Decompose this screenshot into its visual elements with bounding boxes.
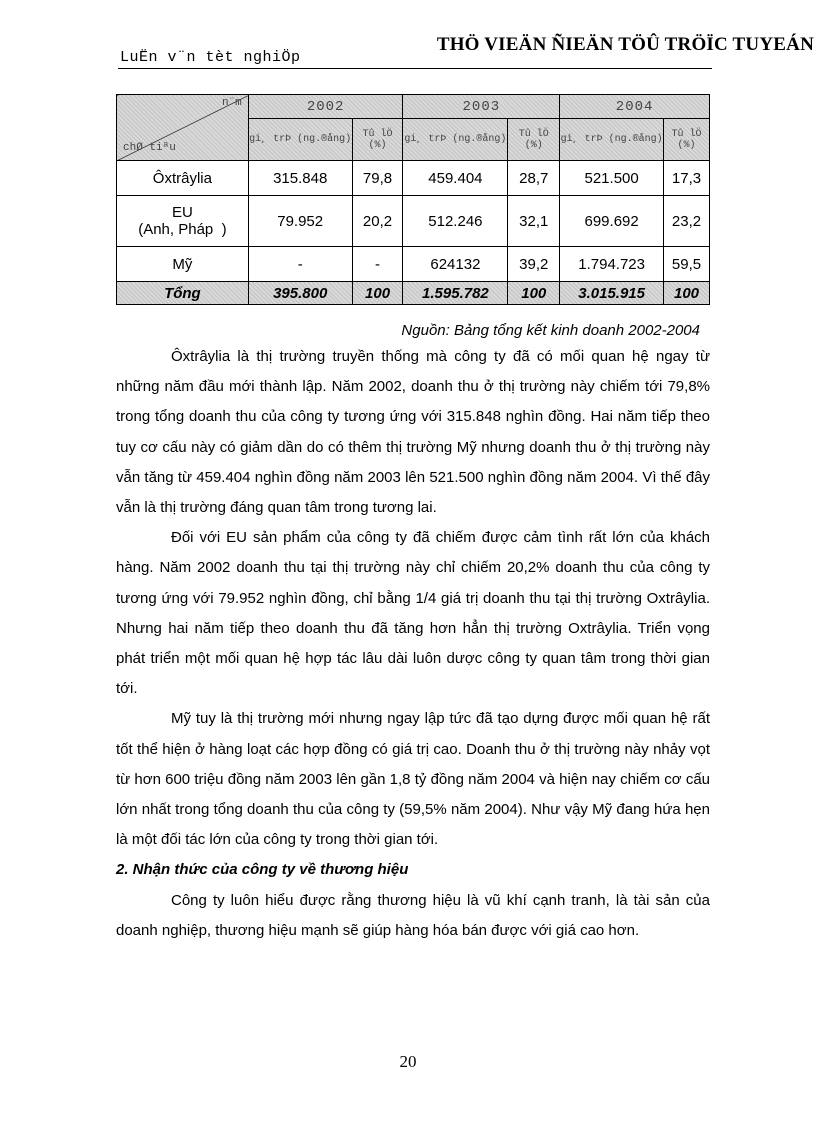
market-name-line2: (Anh, Pháp ) — [138, 221, 227, 238]
subheader-ratio: Tû lÖ (%) — [352, 119, 403, 161]
subheader-value: gi¸ trÞ (ng.®ång) — [248, 119, 352, 161]
total-ratio: 100 — [664, 282, 710, 305]
table-source-note: Nguồn: Bảng tổng kết kinh doanh 2002-2004 — [401, 322, 700, 339]
ratio-cell: 79,8 — [352, 161, 403, 196]
market-name-line1: EU — [171, 204, 193, 221]
ratio-cell: 23,2 — [664, 196, 710, 247]
table-row — [117, 247, 710, 282]
year-header-2002: 2002 — [248, 95, 403, 119]
value-cell: 79.952 — [248, 196, 352, 247]
document-header-left: LuËn v¨n tèt nghiÖp — [120, 49, 301, 66]
ratio-cell: 28,7 — [508, 161, 560, 196]
table-row — [117, 161, 710, 196]
year-header-2003: 2003 — [403, 95, 560, 119]
paragraph-brand: Công ty luôn hiểu được rằng thương hiệu là vũ khí cạnh tranh, là tài sản của doanh nghiệp, thương hiệu mạnh sẽ giúp hàng hóa bán được với giá cao hơn. — [116, 891, 710, 939]
total-value: 1.595.782 — [403, 282, 508, 305]
paragraph-eu: Đối với EU sản phẩm của công ty đã chiếm được cảm tình rất lớn của khách hàng. Năm 2002 doanh thu tại thị trường này chỉ chiếm 20,2% doanh thu của công ty tương ứng với 79.952 nghìn đồng, chỉ bằng 1/4 giá trị doanh thu tại thị trường Oxtrâylia. Nhưng hai năm tiếp theo doanh thu đã tăng hơn hẳn thị trường Oxtrâylia. Triển vọng phát triển một mối quan hệ hợp tác lâu dài luôn dược công ty quan tâm trong thời gian tới. — [116, 529, 710, 698]
value-cell: 699.692 — [560, 196, 664, 247]
market-name: Mỹ — [117, 247, 249, 282]
subheader-value: gi¸ trÞ (ng.®ång) — [403, 119, 508, 161]
ratio-cell: 59,5 — [664, 247, 710, 282]
section-heading: 2. Nhận thức của công ty về thương hiệu — [116, 861, 409, 879]
value-cell: - — [248, 247, 352, 282]
total-value: 3.015.915 — [560, 282, 664, 305]
market-name: Ôxtrâylia — [117, 161, 249, 196]
value-cell: 315.848 — [248, 161, 352, 196]
table-corner-cell — [117, 95, 249, 161]
corner-label-indicator: chØ tiªu — [123, 142, 176, 154]
revenue-table — [116, 94, 710, 305]
subheader-ratio: Tû lÖ (%) — [508, 119, 560, 161]
body-text — [116, 342, 710, 946]
ratio-cell: 17,3 — [664, 161, 710, 196]
total-value: 395.800 — [248, 282, 352, 305]
total-label: Tổng — [117, 282, 249, 305]
subheader-value: gi¸ trÞ (ng.®ång) — [560, 119, 664, 161]
table-total-row — [117, 282, 710, 305]
value-cell: 459.404 — [403, 161, 508, 196]
total-ratio: 100 — [352, 282, 403, 305]
ratio-cell: 20,2 — [352, 196, 403, 247]
table-row — [117, 196, 710, 247]
ratio-cell: 32,1 — [508, 196, 560, 247]
year-header-2004: 2004 — [560, 95, 710, 119]
subheader-ratio: Tû lÖ (%) — [664, 119, 710, 161]
ratio-cell: 39,2 — [508, 247, 560, 282]
document-header-right: THÖ VIEÄN ÑIEÄN TÖÛ TRÖÏC TUYEÁN — [436, 34, 814, 55]
paragraph-usa: Mỹ tuy là thị trường mới nhưng ngay lập tức đã tạo dựng được mối quan hệ rất tốt thể hiện ở hàng loạt các hợp đồng có giá trị cao. Doanh thu ở thị trường này nhảy vọt từ hơn 600 triệu đồng năm 2003 lên gần 1,8 tỷ đồng năm 2004 và hiện nay chiếm cơ cấu lớn nhất trong tổng doanh thu của công ty (59,5% năm 2004). Như vậy Mỹ đang hứa hẹn là một đối tác lớn của công ty trong thời gian tới. — [116, 710, 710, 849]
paragraph-australia: Ôxtrâylia là thị trường truyền thống mà công ty đã có mối quan hệ ngay từ những năm đầu mới thành lập. Năm 2002, doanh thu ở thị trường này chiếm tới 79,8% trong tổng doanh thu của công ty tương ứng với 315.848 nghìn đồng. Hai năm tiếp theo tuy cơ cấu này có giảm dần do có thêm thị trường Mỹ nhưng doanh thu ở thị trường này vẫn tăng từ 459.404 nghìn đồng năm 2003 lên 521.500 nghìn đồng năm 2004. Vì thế đây vẫn là thị trường đáng quan tâm trong tương lai. — [116, 348, 710, 517]
value-cell: 512.246 — [403, 196, 508, 247]
value-cell: 521.500 — [560, 161, 664, 196]
market-name — [117, 196, 249, 247]
value-cell: 1.794.723 — [560, 247, 664, 282]
value-cell: 624132 — [403, 247, 508, 282]
page-number: 20 — [399, 1052, 417, 1071]
corner-label-year: n¨m — [221, 97, 242, 109]
header-rule — [118, 68, 712, 69]
ratio-cell: - — [352, 247, 403, 282]
total-ratio: 100 — [508, 282, 560, 305]
